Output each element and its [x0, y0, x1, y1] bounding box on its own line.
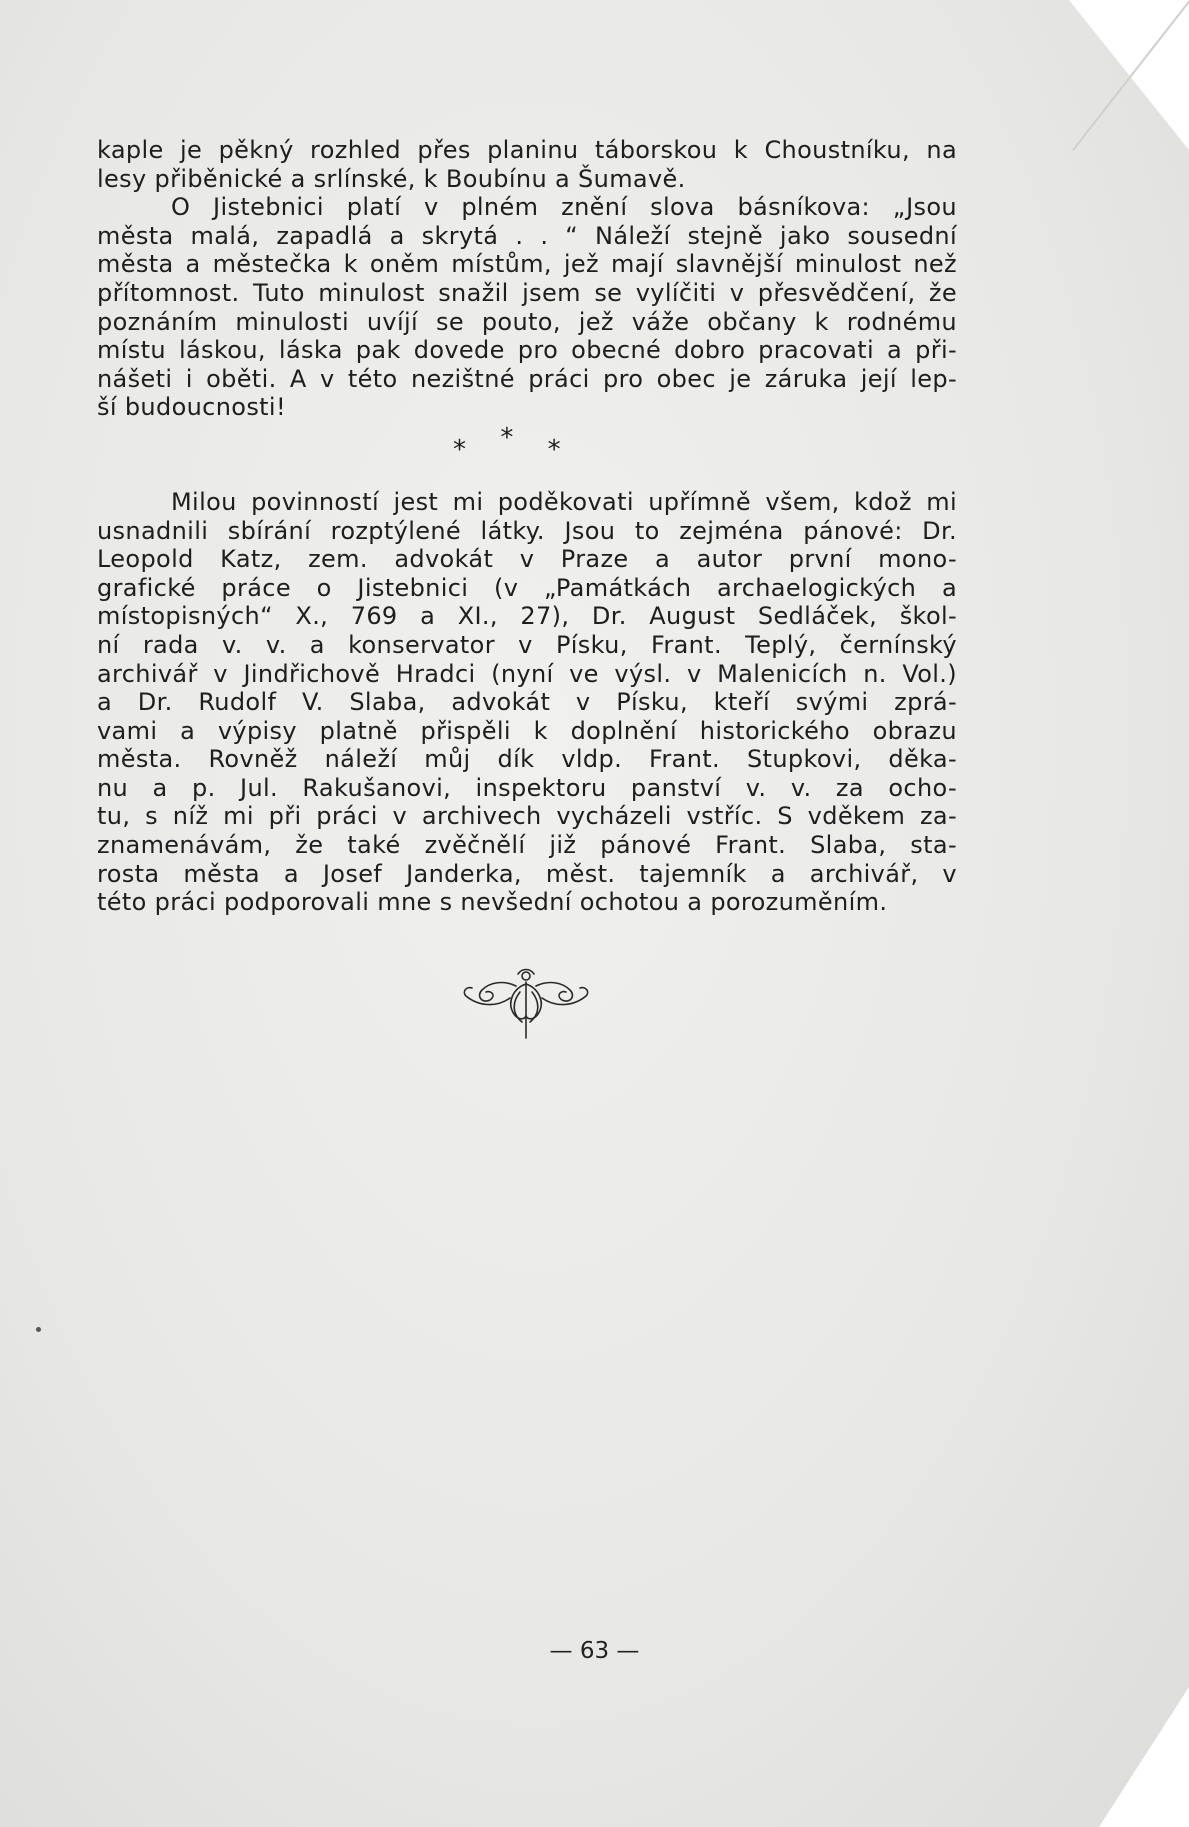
folded-corner-bottom — [1099, 1687, 1189, 1827]
text-line: nu a p. Jul. Rakušanovi, inspektoru panství v. v. za ocho- — [97, 773, 957, 802]
text-line: archivář v Jindřichově Hradci (nyní ve výsl. v Malenicích n. Vol.) — [97, 659, 957, 688]
text-line: poznáním minulosti uvíjí se pouto, jež váže občany k rodnému — [97, 307, 957, 336]
paragraph-3 — [97, 488, 957, 917]
text-line: této práci podporovali mne s nevšední ochotou a porozuměním. — [97, 888, 888, 917]
text-line: lesy přiběnické a srlínské, k Boubínu a Šumavě. — [97, 164, 686, 193]
section-separator — [57, 422, 957, 478]
page-number: — 63 — — [549, 1638, 640, 1664]
text-line: kaple je pěkný rozhled přes planinu táborskou k Choustníku, na — [97, 136, 957, 164]
paragraph-2 — [97, 193, 957, 422]
text-line: Leopold Katz, zem. advokát v Praze a autor první mono- — [97, 545, 957, 574]
text-line: města malá, zapadlá a skrytá . . “ Náleží stejně jako sousední — [97, 221, 957, 250]
floral-vignette-icon — [456, 962, 596, 1042]
text-line: města a městečka k oněm místům, jež mají slavnější minulost než — [97, 250, 957, 279]
paragraph-1 — [97, 136, 957, 193]
text-line: Milou povinností jest mi poděkovati upřímně všem, kdož mi — [171, 487, 957, 516]
text-line: usnadnili sbírání rozptýlené látky. Jsou to zejména pánové: Dr. — [97, 516, 957, 545]
body-text — [97, 136, 957, 917]
text-line: grafické práce o Jistebnici (v „Památkách archaelogických a — [97, 573, 957, 602]
paper-speck — [36, 1327, 41, 1332]
text-line: O Jistebnici platí v plném znění slova básníkova: „Jsou — [171, 193, 957, 222]
text-line: přítomnost. Tuto minulost snažil jsem se vylíčiti v přesvědčení, že — [97, 278, 957, 307]
text-line: ší budoucnosti! — [97, 393, 286, 422]
asterisk: * — [500, 422, 514, 453]
text-line: nášeti i oběti. A v této nezištné práci pro obec je záruka její lep- — [97, 364, 957, 393]
text-line: místopisných“ X., 769 a XI., 27), Dr. August Sedláček, škol- — [97, 602, 957, 631]
text-line: vami a výpisy platně přispěli k doplnění historického obrazu — [97, 716, 957, 745]
text-line: místu láskou, láska pak dovede pro obecné dobro pracovati a při- — [97, 336, 957, 365]
text-line: a Dr. Rudolf V. Slaba, advokát v Písku, kteří svými zprá- — [97, 688, 957, 717]
asterisk: * — [452, 434, 467, 465]
text-line: znamenávám, že také zvěčnělí již pánové Frant. Slaba, sta- — [97, 831, 957, 860]
text-line: rosta města a Josef Janderka, měst. tajemník a archivář, v — [97, 859, 957, 888]
text-line: ní rada v. v. a konservator v Písku, Frant. Teplý, černínský — [97, 630, 957, 659]
asterisk: * — [547, 434, 562, 465]
text-line: tu, s níž mi při práci v archivech vycházeli vstříc. S vděkem za- — [97, 802, 957, 831]
text-line: města. Rovněž náleží můj dík vldp. Frant. Stupkovi, děka- — [97, 745, 957, 774]
